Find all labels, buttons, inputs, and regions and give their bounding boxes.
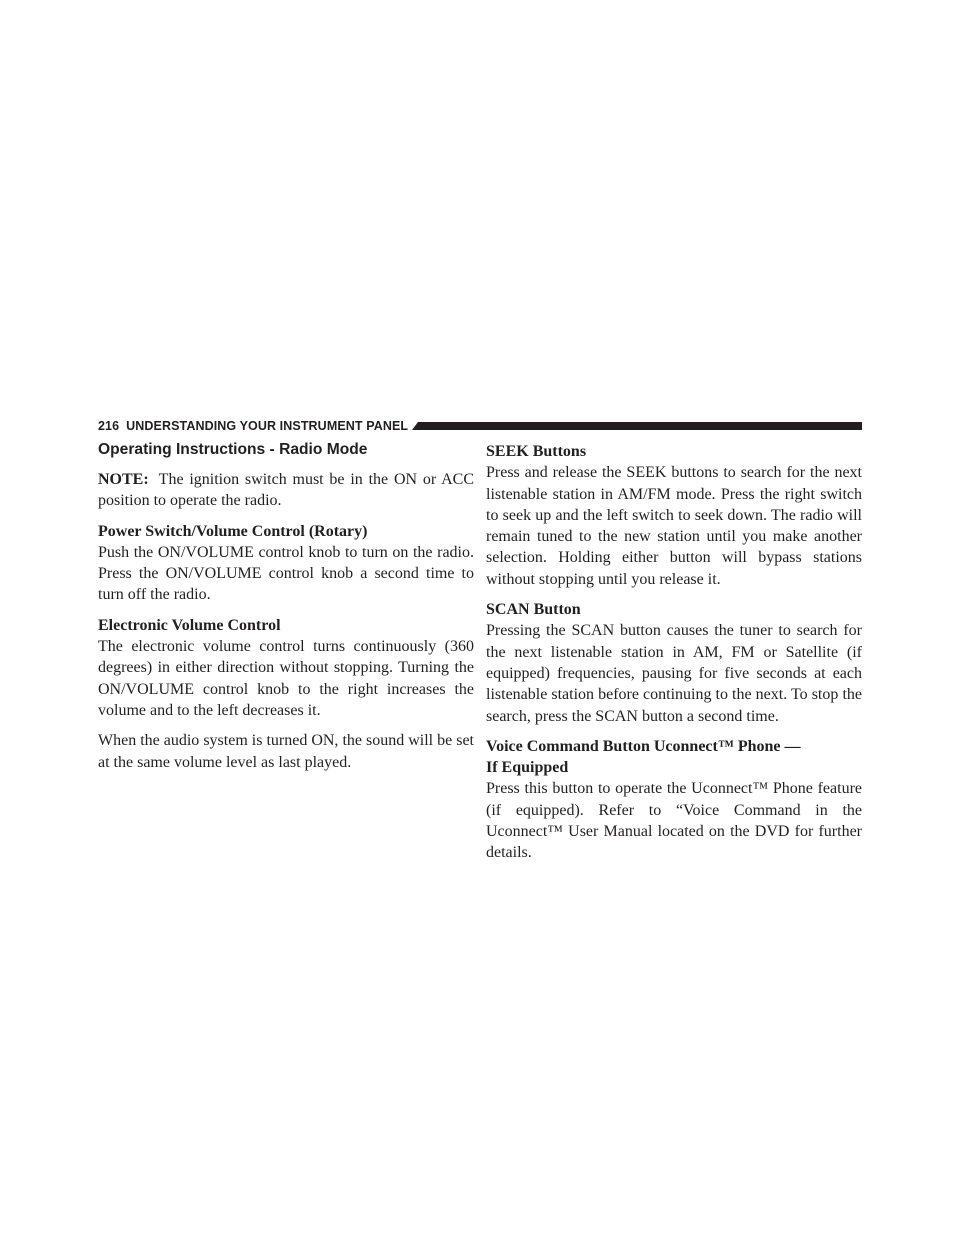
power-heading: Power Switch/Volume Control (Rotary) (98, 522, 368, 540)
voice-heading-line2: If Equipped (486, 759, 569, 777)
page-number: 216 (98, 419, 120, 433)
header-rule (418, 422, 862, 430)
volume-paragraph (98, 615, 474, 721)
power-paragraph (98, 521, 474, 606)
note-text: The ignition switch must be in the ON or ACC position to operate the radio. (98, 471, 474, 510)
voice-text: Press this button to operate the Uconnect™ Phone feature (if equipped). Refer to “Voice Command in the Uconnect™ User Manual located on the DVD for further details. (486, 780, 862, 862)
scan-heading: SCAN Button (486, 601, 581, 619)
seek-text: Press and release the SEEK buttons to search for the next listenable station in AM/FM mode. Press the right switch to seek up and the left switch to seek down. The radio will remain tuned to the new station until you make another selection. Holding either button will bypass stations without stopping until you release it. (486, 464, 862, 588)
voice-heading-line1: Voice Command Button Uconnect™ Phone — (486, 737, 801, 755)
note-paragraph (98, 469, 474, 512)
audio-paragraph: When the audio system is turned ON, the sound will be set at the same volume level as last played. (98, 732, 474, 771)
page-header (98, 419, 862, 433)
seek-heading: SEEK Buttons (486, 443, 587, 460)
seek-paragraph (486, 441, 862, 590)
volume-text: The electronic volume control turns continuously (360 degrees) in either direction without stopping. Turning the ON/VOLUME control knob to the right increases the volume and to the left decreases it. (98, 638, 474, 719)
left-column (98, 440, 474, 782)
header-text (98, 418, 408, 434)
volume-heading: Electronic Volume Control (98, 616, 281, 634)
right-column (486, 441, 862, 873)
voice-paragraph (486, 736, 862, 864)
scan-paragraph (486, 599, 862, 727)
scan-text: Pressing the SCAN button causes the tuner to search for the next listenable station in AM, FM or Satellite (if equipped) frequencies, pausing for five seconds at each listenable station before continuing to the next. To stop the search, press the SCAN button a second time. (486, 622, 862, 725)
section-title: UNDERSTANDING YOUR INSTRUMENT PANEL (126, 419, 409, 433)
power-text: Push the ON/VOLUME control knob to turn on the radio. Press the ON/VOLUME control knob a second time to turn off the radio. (98, 543, 474, 604)
note-label: NOTE: (98, 471, 149, 488)
section-heading: Operating Instructions - Radio Mode (98, 441, 368, 458)
